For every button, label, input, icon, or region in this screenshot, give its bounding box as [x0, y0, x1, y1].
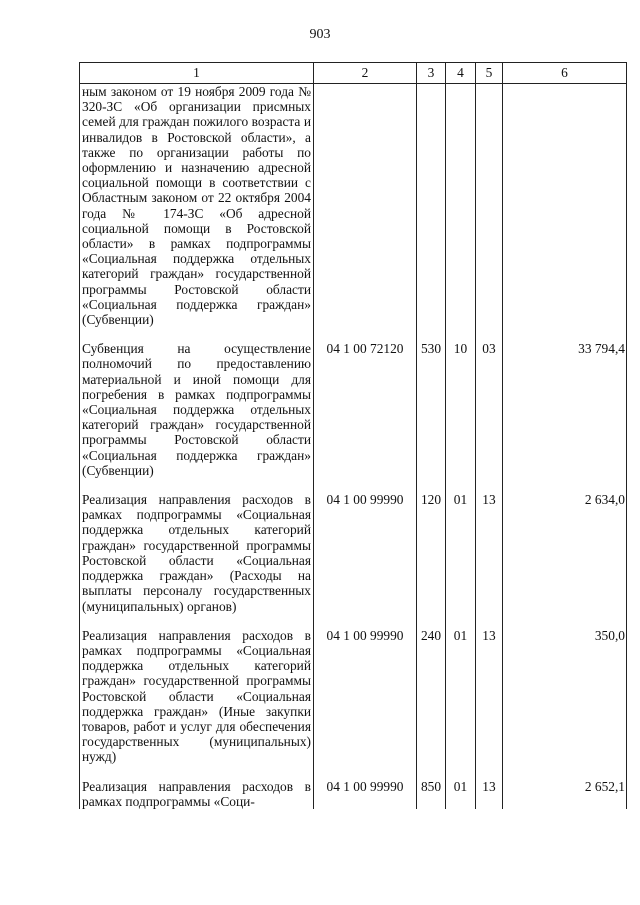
row-amount: 33 794,4 [503, 341, 627, 492]
row-description: ным законом от 19 ноября 2009 года № 320-ЗС «Об организации присмных семей для граждан пожилого возраста и инвалидов в Ростовской области», а также по организации работы по оформлению и назначению адресной социальной помощи в соответствии с Областным законом от 22 октября 2004 года № 174-ЗС «Об адресной социальной помощи в Ростовской области» в рамках подпрограммы «Социальная поддержка отдельных категорий граждан» государственной программы Ростовской области «Социальная поддержка граждан» (Субвенции) [80, 84, 314, 342]
row-vr-code: 240 [417, 628, 446, 779]
row-description: Реализация направления расходов в рамках подпрограммы «Соци- [80, 779, 314, 809]
row-vr-code: 850 [417, 779, 446, 809]
row-pr-code: 13 [476, 628, 503, 779]
row-description: Субвенция на осуществление полномочий по предоставлению материальной и иной помощи для погребения в рамках подпрограммы «Социальная поддержка отдельных категорий граждан» государственной программы Ростовской области «Социальная поддержка граждан» (Субвенции) [80, 341, 314, 492]
row-vr-code: 530 [417, 341, 446, 492]
column-header-1: 1 [80, 63, 314, 84]
row-csr-code: 04 1 00 99990 [314, 779, 417, 809]
table-header-row [80, 63, 627, 84]
column-header-5: 5 [476, 63, 503, 84]
row-description: Реализация направления расходов в рамках подпрограммы «Социальная поддержка отдельных категорий граждан» государственной программы Ростовской области «Социальная поддержка граждан» (Иные закупки товаров, работ и услуг для обеспечения государственных (муниципальных) нужд) [80, 628, 314, 779]
row-csr-code: 04 1 00 99990 [314, 628, 417, 779]
row-description: Реализация направления расходов в рамках подпрограммы «Социальная поддержка отдельных категорий граждан» государственной программы Ростовской области «Социальная поддержка граждан» (Расходы на выплаты персоналу государственных (муниципальных) органов) [80, 492, 314, 628]
budget-table [79, 62, 627, 809]
row-pr-code [476, 84, 503, 342]
row-rz-code: 01 [446, 779, 476, 809]
page-number: 903 [309, 27, 331, 42]
row-pr-code: 13 [476, 779, 503, 809]
row-pr-code: 13 [476, 492, 503, 628]
table-row [80, 628, 627, 779]
table-row [80, 84, 627, 342]
row-csr-code [314, 84, 417, 342]
row-amount [503, 84, 627, 342]
row-vr-code [417, 84, 446, 342]
row-amount: 350,0 [503, 628, 627, 779]
column-header-3: 3 [417, 63, 446, 84]
row-rz-code: 01 [446, 492, 476, 628]
column-header-2: 2 [314, 63, 417, 84]
row-amount: 2 634,0 [503, 492, 627, 628]
table-row [80, 341, 627, 492]
row-csr-code: 04 1 00 72120 [314, 341, 417, 492]
row-amount: 2 652,1 [503, 779, 627, 809]
row-vr-code: 120 [417, 492, 446, 628]
row-rz-code: 01 [446, 628, 476, 779]
row-rz-code [446, 84, 476, 342]
table-row [80, 492, 627, 628]
row-pr-code: 03 [476, 341, 503, 492]
column-header-4: 4 [446, 63, 476, 84]
row-rz-code: 10 [446, 341, 476, 492]
table-row [80, 779, 627, 809]
row-csr-code: 04 1 00 99990 [314, 492, 417, 628]
column-header-6: 6 [503, 63, 627, 84]
